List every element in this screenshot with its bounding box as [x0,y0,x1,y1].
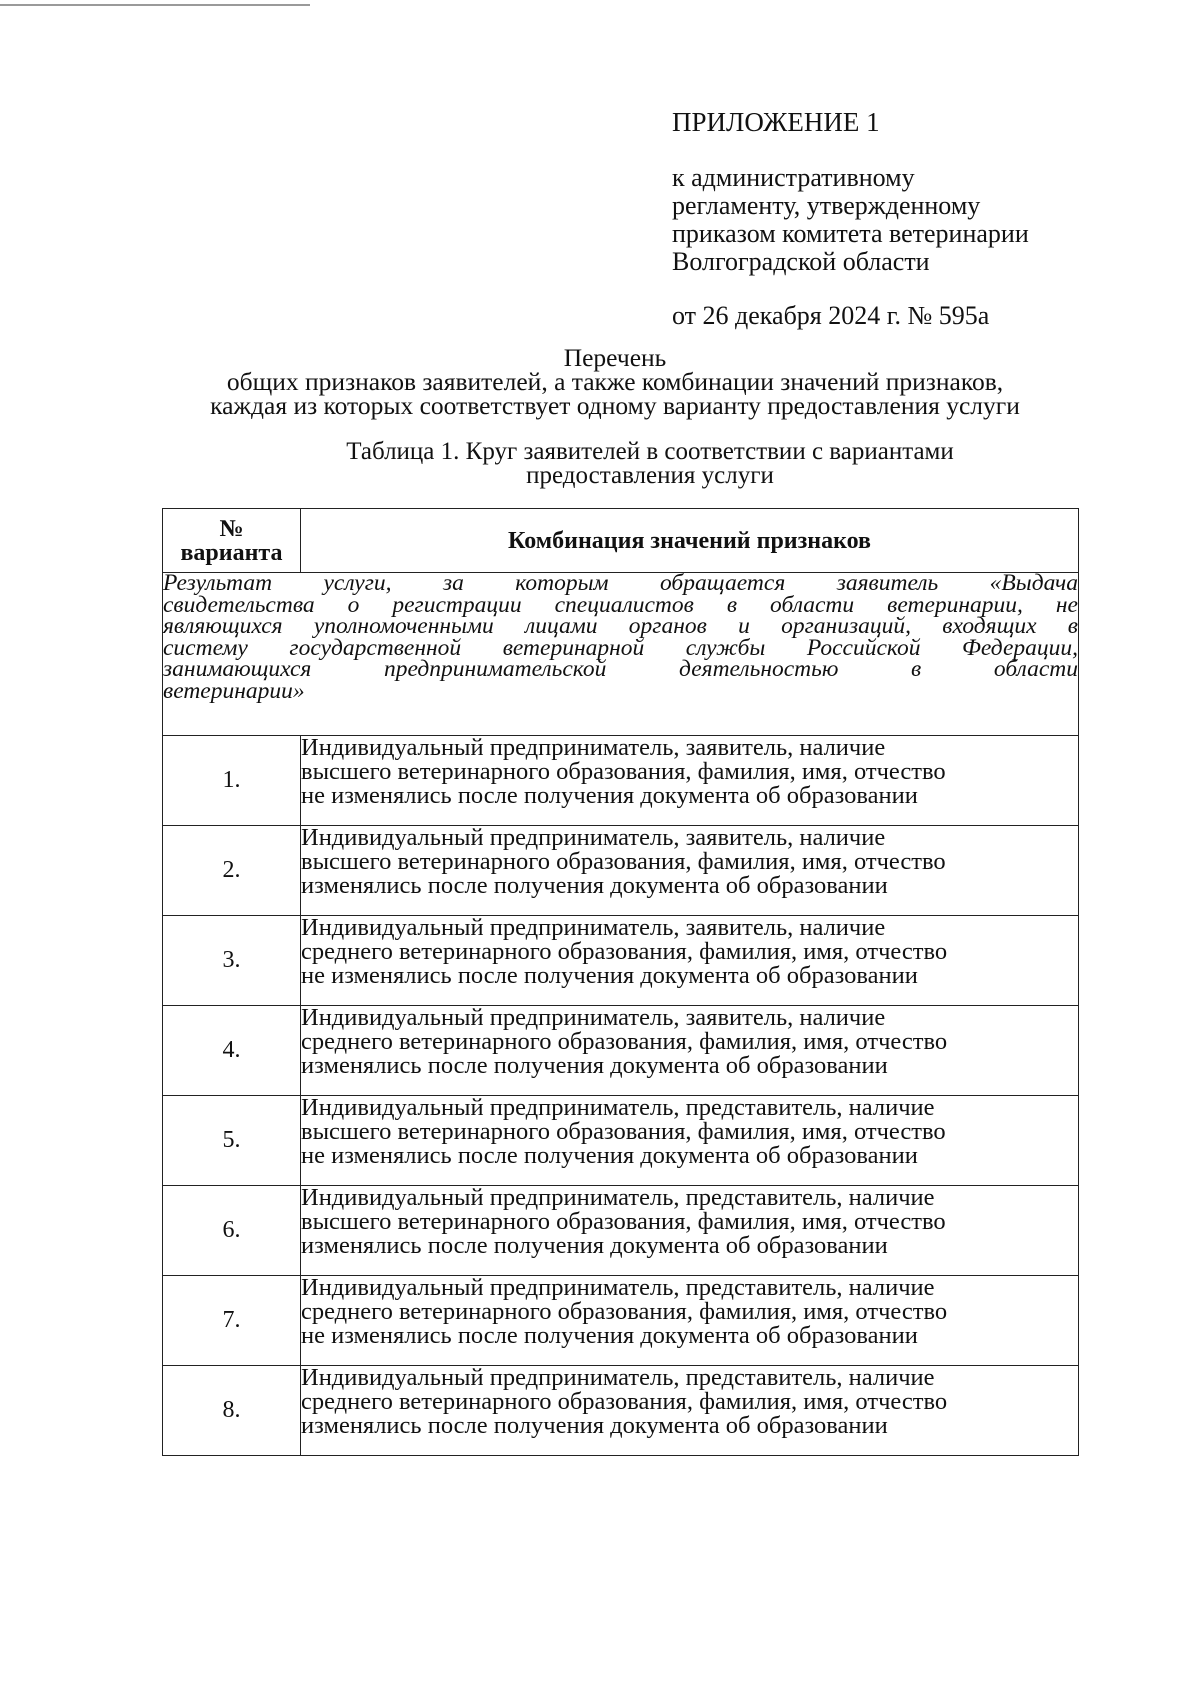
table-row [163,1276,1079,1366]
result-line: являющихся уполномоченными лицами органов и организаций, входящих в [163,613,1078,639]
table-row [163,1186,1079,1276]
combination-line: изменялись после получения документа об образовании [301,1052,888,1079]
combination-line: Индивидуальный предприниматель, представитель, наличие [301,1184,935,1211]
combination-line: высшего ветеринарного образования, фамилия, имя, отчество [301,1118,946,1145]
heading-line: каждая из которых соответствует одному варианту предоставления услуги [210,391,1020,420]
variant-number: 2. [163,826,301,916]
header-num-symbol: № [219,515,244,542]
table-row [163,1366,1079,1456]
combination-line: Индивидуальный предприниматель, представитель, наличие [301,1094,935,1121]
variant-number: 8. [163,1366,301,1456]
combination-line: изменялись после получения документа об образовании [301,1412,888,1439]
header-combination: Комбинация значений признаков [301,509,1079,573]
heading-line: общих признаков заявителей, а также комбинации значений признаков, [226,367,1004,396]
combination-line: высшего ветеринарного образования, фамилия, имя, отчество [301,1208,946,1235]
combination-line: среднего ветеринарного образования, фамилия, имя, отчество [301,1388,948,1415]
variant-combination [301,916,1079,1006]
appendix-description-line: Волгоградской области [672,247,930,276]
header-num-label: варианта [180,539,283,566]
combination-line: изменялись после получения документа об образовании [301,872,888,899]
table-caption [250,440,1050,488]
combination-line: Индивидуальный предприниматель, заявитель, наличие [301,734,886,761]
result-line: свидетельства о регистрации специалистов в области ветеринарии, не [163,591,1078,618]
table-row [163,916,1079,1006]
result-line: ветеринарии» [163,677,305,704]
scan-edge-line [0,4,310,6]
appendix-block [672,108,1152,330]
variant-number: 1. [163,736,301,826]
variant-number: 6. [163,1186,301,1276]
combination-line: высшего ветеринарного образования, фамилия, имя, отчество [301,848,946,875]
result-line: систему государственной ветеринарной службы Российской Федерации, [163,634,1078,661]
variants-table [162,508,1079,1456]
header-variant-number [163,509,301,573]
combination-line: не изменялись после получения документа об образовании [301,962,918,989]
combination-line: Индивидуальный предприниматель, представитель, наличие [301,1274,935,1301]
variant-combination [301,1096,1079,1186]
result-row [163,573,1079,736]
variant-number: 3. [163,916,301,1006]
variant-combination [301,736,1079,826]
appendix-description-line: приказом комитета ветеринарии [672,219,1029,248]
variant-number: 4. [163,1006,301,1096]
appendix-title: ПРИЛОЖЕНИЕ 1 [672,107,880,137]
combination-line: не изменялись после получения документа об образовании [301,782,918,809]
table-caption-line: предоставления услуги [526,462,774,489]
combination-line: изменялись после получения документа об образовании [301,1232,888,1259]
combination-line: среднего ветеринарного образования, фамилия, имя, отчество [301,1298,948,1325]
appendix-date: от 26 декабря 2024 г. № 595а [672,301,990,330]
variant-combination [301,1186,1079,1276]
table-caption-line: Таблица 1. Круг заявителей в соответствии с вариантами [346,438,954,465]
heading-line: Перечень [563,343,667,372]
result-line: Результат услуги, за которым обращается заявитель «Выдача [163,570,1078,596]
appendix-description-line: регламенту, утвержденному [672,191,981,220]
combination-line: Индивидуальный предприниматель, заявитель, наличие [301,824,886,851]
appendix-description-line: к административному [672,163,915,192]
variant-combination [301,1006,1079,1096]
variant-combination [301,826,1079,916]
combination-line: Индивидуальный предприниматель, представитель, наличие [301,1364,935,1391]
table-header-row [163,509,1079,573]
combination-line: высшего ветеринарного образования, фамилия, имя, отчество [301,758,946,785]
table-row [163,1006,1079,1096]
combination-line: не изменялись после получения документа об образовании [301,1142,918,1169]
variant-number: 7. [163,1276,301,1366]
combination-line: не изменялись после получения документа об образовании [301,1322,918,1349]
combination-line: Индивидуальный предприниматель, заявитель, наличие [301,914,886,941]
document-heading [120,343,1110,420]
combination-line: среднего ветеринарного образования, фамилия, имя, отчество [301,938,948,965]
variant-number: 5. [163,1096,301,1186]
combination-line: среднего ветеринарного образования, фамилия, имя, отчество [301,1028,948,1055]
combination-line: Индивидуальный предприниматель, заявитель, наличие [301,1004,886,1031]
table-row [163,1096,1079,1186]
variant-combination [301,1366,1079,1456]
result-line: занимающихся предпринимательской деятельностью в области [163,656,1078,682]
variant-combination [301,1276,1079,1366]
table-row [163,826,1079,916]
service-result-cell [163,570,1079,736]
appendix-description [672,164,1152,276]
table-row [163,736,1079,826]
